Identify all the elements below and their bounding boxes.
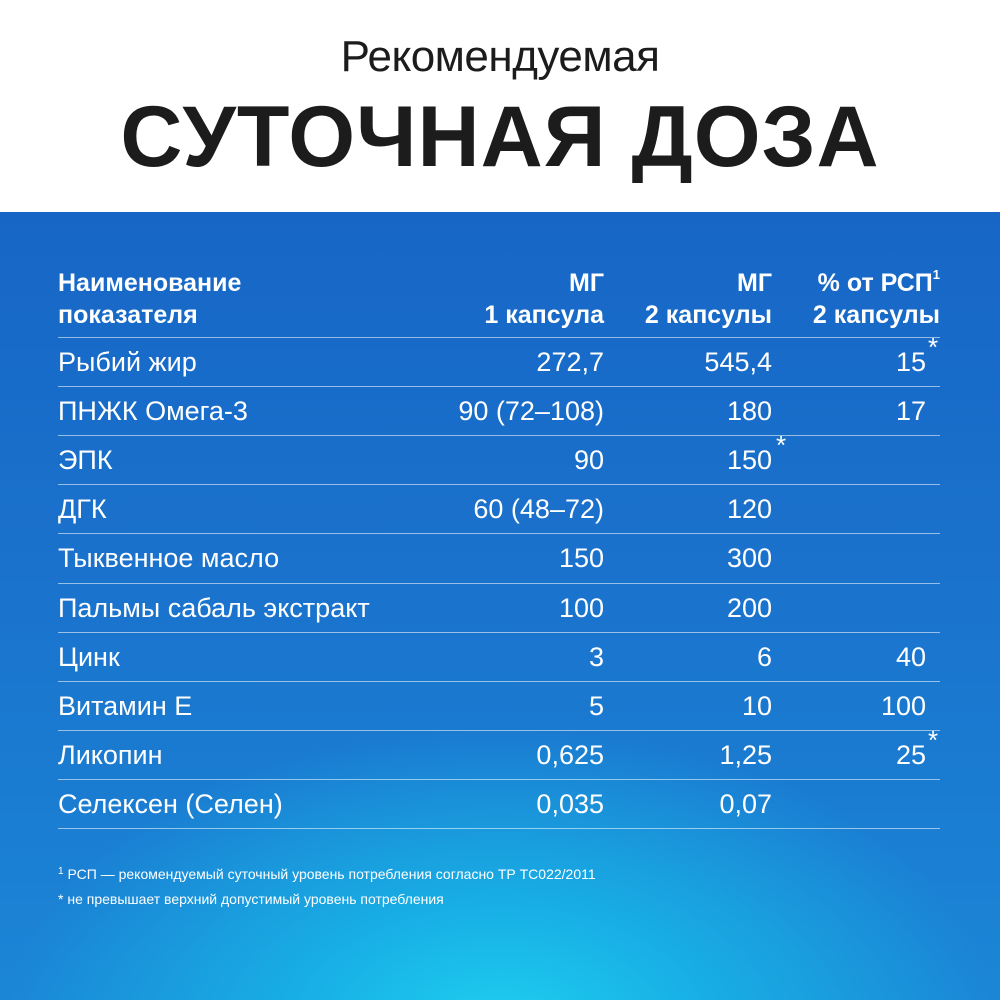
header — [0, 0, 1000, 212]
dosage-panel — [0, 212, 1000, 1000]
row-percent-rsp — [720, 584, 926, 633]
row-name: Селексен (Селен) — [58, 788, 283, 819]
header-mg-1-capsule: МГ 1 капсула — [484, 269, 604, 329]
row-mg-2-capsules: 150 * — [726, 430, 787, 476]
row-name: Рыбий жир — [58, 347, 197, 377]
footnote-1: $^1$ РСП — рекомендуемый суточный уровень потребления согласно ТР ТС022/2011 — [58, 866, 596, 882]
row-mg-2-capsules: 6 — [756, 641, 772, 672]
table-row — [0, 780, 1000, 829]
row-name: Цинк — [58, 641, 120, 672]
header-mg-2-capsules: МГ 2 капсулы — [644, 269, 772, 329]
table-row — [0, 534, 1000, 583]
table-row — [0, 387, 1000, 436]
header-percent-rsp: % от РСП$^1$ 2 капсулы — [812, 267, 940, 329]
row-percent-rsp: 15 * — [895, 332, 939, 377]
row-mg-1-capsule: 5 — [588, 690, 604, 721]
asterisk-mark: * — [928, 332, 939, 362]
row-mg-2-capsules: 120 — [726, 494, 772, 525]
table-row — [0, 633, 1000, 682]
row-mg-2-capsules: 0,07 — [719, 788, 772, 819]
row-name: Витамин Е — [58, 690, 193, 721]
row-mg-2-capsules: 180 — [726, 396, 772, 427]
row-mg-1-capsule: 272,7 — [536, 347, 604, 377]
asterisk-mark: * — [776, 430, 787, 461]
row-mg-1-capsule: 90 (72–108) — [458, 396, 604, 427]
row-mg-1-capsule: 3 — [588, 641, 604, 672]
row-divider — [58, 828, 940, 829]
row-name: ПНЖК Омега-3 — [58, 396, 248, 427]
row-name: ЭПК — [58, 445, 113, 476]
row-mg-2-capsules: 1,25 — [719, 739, 772, 770]
row-percent-rsp: 40 — [895, 641, 926, 672]
table-row — [0, 430, 1000, 485]
row-mg-2-capsules: 545,4 — [704, 347, 772, 377]
row-mg-1-capsule: 150 — [558, 543, 604, 574]
table-row — [0, 724, 1000, 780]
row-mg-1-capsule: 90 — [573, 445, 604, 476]
table-row — [0, 332, 1000, 387]
table-row — [0, 485, 1000, 534]
row-name: Ликопин — [58, 739, 163, 770]
row-name: Тыквенное масло — [58, 543, 280, 574]
row-name: Пальмы сабаль экстракт — [58, 592, 370, 623]
row-name: ДГК — [58, 494, 107, 525]
table-row — [0, 682, 1000, 731]
asterisk-mark: * — [928, 724, 939, 755]
header-name: Наименование показателя — [58, 269, 242, 329]
table-row — [0, 584, 1000, 633]
row-mg-1-capsule: 0,625 — [536, 739, 604, 770]
row-percent-rsp: 100 — [880, 690, 926, 721]
row-percent-rsp — [720, 485, 926, 534]
row-percent-rsp — [720, 436, 926, 485]
table-header — [0, 267, 1000, 339]
row-percent-rsp — [720, 780, 926, 829]
footnote-2: * не превышает верхний допустимый уровень потребления — [58, 891, 444, 907]
footnote-marker: 1 — [932, 267, 940, 282]
row-mg-2-capsules: 10 — [741, 690, 772, 721]
footnotes — [58, 862, 596, 912]
row-percent-rsp — [720, 534, 926, 583]
row-mg-2-capsules: 200 — [726, 592, 772, 623]
row-mg-2-capsules: 300 — [726, 543, 772, 574]
subtitle: Рекомендуемая — [340, 32, 660, 81]
row-mg-1-capsule: 60 (48–72) — [473, 494, 604, 525]
row-mg-1-capsule: 0,035 — [536, 788, 604, 819]
row-mg-1-capsule: 100 — [558, 592, 604, 623]
row-percent-rsp: 25 * — [895, 724, 939, 770]
page-title: СУТОЧНАЯ ДОЗА — [120, 89, 880, 185]
row-percent-rsp: 17 — [895, 396, 926, 427]
